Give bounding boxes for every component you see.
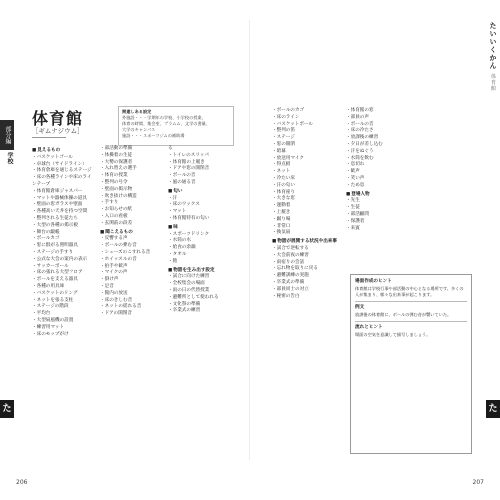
list-item: ・床のワックス: [168, 202, 200, 208]
list-item: ・入れ替えの選手: [100, 166, 137, 172]
list-item: ・飴: [168, 258, 178, 264]
flow-heading: 流れとヒント: [355, 325, 383, 330]
list-item: ・ため息: [346, 182, 365, 188]
list-item: ・ボールカゴ: [32, 236, 60, 242]
related-line: 体育の時間、集会室、プラムム、文学の書量、: [122, 121, 211, 126]
related-line: 施設・・・スポーツジムの補助場: [122, 133, 185, 138]
list-item: ・窓に群がる照明器具: [32, 243, 78, 249]
list-item: ・部活動の準備: [100, 146, 133, 151]
item-list: [168, 274, 230, 315]
list-item: ・部員の声: [346, 114, 369, 120]
list-item: ・風の通る音: [168, 179, 196, 185]
list-item: ・大会前夜の練習: [272, 252, 309, 258]
list-item: ・床のきしむ音: [100, 297, 133, 303]
section-label: 学校: [6, 152, 13, 164]
list-item: ・マイクの声: [100, 270, 128, 276]
hint-divider: [355, 301, 467, 302]
list-item: ・バスケットのリング: [32, 290, 78, 296]
list-item: ・換気扇: [272, 230, 291, 236]
related-line: 大学のキャンパス: [122, 127, 156, 132]
list-item: ・平均台: [32, 311, 51, 317]
list-item: ・入口の看板: [100, 213, 128, 219]
list-item: ・汗をぬぐう: [346, 148, 374, 154]
section-heading: ■ 物語を生み出す設定: [168, 268, 230, 275]
hint-heading: 場面作成のヒント: [355, 279, 392, 284]
list-item: ・各種高い天井を持つ空間: [32, 209, 88, 215]
list-item: ・タオル: [168, 251, 187, 257]
list-item: ・卒業式の練習: [168, 308, 201, 314]
list-item: ・床の各種ラインや床のラインテープ: [32, 175, 92, 187]
list-item: ・ドアの開閉音: [100, 311, 133, 317]
list-item: ・ネットを張る支柱: [32, 297, 74, 303]
list-item: ・床の張れる大型フロア: [32, 270, 83, 276]
hint-box: [350, 274, 472, 454]
list-item: ・文化祭の準備: [168, 301, 201, 307]
list-item: ・ネットの揺れる音: [100, 304, 142, 310]
flow-text: 場面の空気を意識して描写しましょう。: [355, 332, 431, 337]
list-item: ・水筒の水: [168, 238, 191, 244]
hint-divider: [355, 321, 467, 322]
list-item: ・マットや器械体操の道具: [32, 195, 87, 201]
list-item: ・踊り場: [272, 216, 291, 222]
list-item: ・ホイッスルの音: [100, 256, 137, 262]
vertical-title-kanji: 体育館: [490, 73, 496, 92]
list-item: ・窓の開閉: [272, 141, 295, 147]
list-item: ・避難所として使われる: [168, 294, 219, 300]
list-item: ・大きな窓: [272, 196, 295, 202]
list-item: ・雨宿りの会話: [272, 259, 305, 265]
list-item: る: [168, 146, 173, 151]
list-item: ・バスケットボール: [272, 121, 314, 127]
left-col-2: [100, 146, 162, 318]
list-item: ・お知らせの紙: [100, 207, 133, 213]
left-col-1: [32, 146, 94, 338]
item-list: [100, 236, 162, 318]
list-item: ・汗の匂い: [272, 182, 295, 188]
list-item: ・整列される生徒たち: [32, 215, 78, 221]
list-item: ・来賓: [346, 225, 360, 231]
index-marker: た: [0, 400, 14, 418]
list-item: ・得点板: [272, 162, 291, 168]
list-item: ・各種の用具庫: [32, 283, 65, 289]
list-item: ・秘密の告白: [272, 293, 300, 299]
list-item: ・掛け声: [100, 277, 119, 283]
list-item: ・サッカーボール: [32, 263, 69, 269]
title-rule: [32, 137, 66, 138]
list-item: ・マット: [168, 209, 187, 215]
page-number: 206: [16, 479, 28, 486]
list-item: ・運動着: [272, 203, 291, 209]
list-item: ・非常口: [272, 223, 291, 229]
list-item: ・ステージ: [272, 135, 295, 141]
list-item: ・壁面の掲示物: [100, 186, 133, 192]
list-item: ・吹き抜けの構造: [100, 193, 137, 199]
list-item: ・体育倉庫を通じるステージ: [32, 168, 92, 174]
list-item: ・整列の笛: [272, 128, 295, 134]
list-item: ・卒業式の準備: [272, 279, 305, 285]
list-item: ・バスケットゴール: [32, 154, 73, 160]
list-item: ・部活顧問: [346, 211, 369, 217]
list-item: ・放送用マイク: [272, 155, 304, 161]
list-item: ・全校集会の場面: [168, 281, 205, 287]
list-item: ・部員同士の対立: [272, 286, 309, 292]
list-item: ・玄関前の段差: [100, 220, 133, 226]
vertical-title-kana: たいいくかん: [489, 22, 497, 70]
list-item: ・舞台の緞帳: [32, 229, 60, 235]
list-item: ・拍手や歓声: [100, 263, 128, 269]
list-item: ・体育館の上履き: [168, 159, 205, 165]
left-col-3: [168, 146, 230, 315]
list-item: ・水筒を飲む: [346, 155, 374, 161]
list-item: ・ボールのカゴ: [272, 108, 305, 113]
list-item: ・大型扇風機の設置: [32, 317, 74, 323]
list-item: ・体育の授業: [100, 173, 128, 179]
list-item: ・大型の各種の掲示板: [32, 222, 78, 228]
list-item: ・冷たい床: [272, 175, 295, 181]
right-col-1: [272, 108, 340, 300]
list-item: ・卓球台（サイドライン）: [32, 161, 87, 167]
entry-title: 体育館: [32, 109, 84, 128]
related-line: 外施設・・・学期年の学校、小学校の授業、: [122, 115, 206, 120]
list-item: ・歓声: [346, 169, 360, 175]
item-list: [32, 155, 94, 339]
list-item: ・保護者: [346, 218, 365, 224]
list-item: ・ステージの手すり: [32, 249, 74, 255]
list-item: ・手すり: [100, 200, 119, 206]
list-item: ・スポーツドリンク: [168, 231, 210, 237]
list-item: ・練習用マット: [32, 324, 64, 330]
section-heading: ■ 聞こえるもの: [100, 230, 162, 237]
list-item: ・給食の余韻: [168, 245, 196, 251]
list-item: ・上履き: [272, 209, 291, 215]
list-item: ・ドアや窓の開閉音: [168, 166, 210, 172]
list-item: ・雨の日の代替授業: [168, 287, 210, 293]
section-heading: ■ 味: [168, 225, 230, 232]
section-tab: 部分編: [0, 120, 14, 150]
index-marker: た: [486, 400, 500, 418]
list-item: ・汗: [168, 195, 178, 201]
list-item: ・体育館倉庫ジャスパー: [32, 188, 83, 194]
list-item: ・ポールを支える器具: [32, 277, 78, 283]
list-item: ・反響する声: [100, 236, 128, 242]
list-item: ・シューズのこすれる音: [100, 249, 151, 255]
list-item: ・ステージの階段: [32, 304, 69, 310]
list-item: ・息切れ: [346, 162, 365, 168]
list-item: ・館内の放送: [100, 290, 128, 296]
section-heading: ■ 見えるもの: [32, 148, 94, 155]
list-item: ・公式な大会の案内の表示: [32, 256, 88, 262]
list-item: ・試合で逆転する: [272, 245, 309, 251]
hint-text: 体育館は学校行事や部活動の中心となる場所です。多くの人が集まり、様々な出来事が起こります。: [355, 286, 464, 297]
list-item: ・トイレのスリッパ: [168, 152, 209, 158]
related-title: 関連しある設定: [122, 109, 152, 114]
item-list: [346, 198, 414, 232]
list-item: ・壁面の窓ガラスや壁面: [32, 202, 83, 208]
example-text: 放課後の体育館に、ボールの弾む音が響いていた。: [355, 312, 452, 317]
item-list: [100, 146, 162, 228]
list-item: ・放課後の練習: [346, 135, 379, 141]
list-item: ・床のライン: [272, 114, 300, 120]
list-item: ・忘れ物を取りに戻る: [272, 266, 318, 272]
list-item: ・体操着の生徒: [100, 152, 133, 158]
item-list: [346, 108, 414, 190]
list-item: ・暗幕: [272, 148, 286, 154]
list-item: ・体育館の窓: [346, 108, 374, 113]
list-item: ・夕日が差し込む: [346, 141, 383, 147]
list-item: ・避難訓練の実施: [272, 273, 309, 279]
list-item: ・ボールの弾む音: [100, 243, 137, 249]
list-item: ・ネット: [272, 169, 291, 175]
related-settings-box: [118, 106, 234, 146]
list-item: ・大勢の保護者: [100, 159, 133, 165]
list-item: ・試合に向けた練習: [168, 274, 210, 280]
item-list: [168, 146, 230, 187]
list-item: ・足音: [100, 283, 114, 289]
list-item: ・先生: [346, 198, 360, 204]
right-col-2: [346, 108, 414, 232]
list-item: ・生徒: [346, 205, 360, 211]
entry-subtitle: ［ギムナジウム］: [32, 127, 84, 135]
vertical-title: [484, 22, 498, 91]
item-list: [272, 246, 340, 300]
list-item: ・床のモップがけ: [32, 331, 69, 337]
example-heading: 例文: [355, 305, 365, 310]
list-item: ・ボールの音: [168, 173, 196, 179]
page-number: 207: [472, 479, 484, 486]
section-heading: ■ 登場人物: [346, 192, 414, 199]
section-heading: ■ 物語が展開する状況や出来事: [272, 239, 340, 246]
item-list: [272, 108, 340, 237]
list-item: ・整列の号令: [100, 179, 128, 185]
list-item: ・体育館特有の匂い: [168, 215, 210, 221]
list-item: ・床の冷たさ: [346, 128, 374, 134]
item-list: [168, 232, 230, 266]
list-item: ・笑い声: [346, 175, 365, 181]
item-list: [168, 196, 230, 223]
list-item: ・ボールの音: [346, 121, 374, 127]
list-item: ・体育座り: [272, 189, 295, 195]
section-heading: ■ 匂い: [168, 189, 230, 196]
